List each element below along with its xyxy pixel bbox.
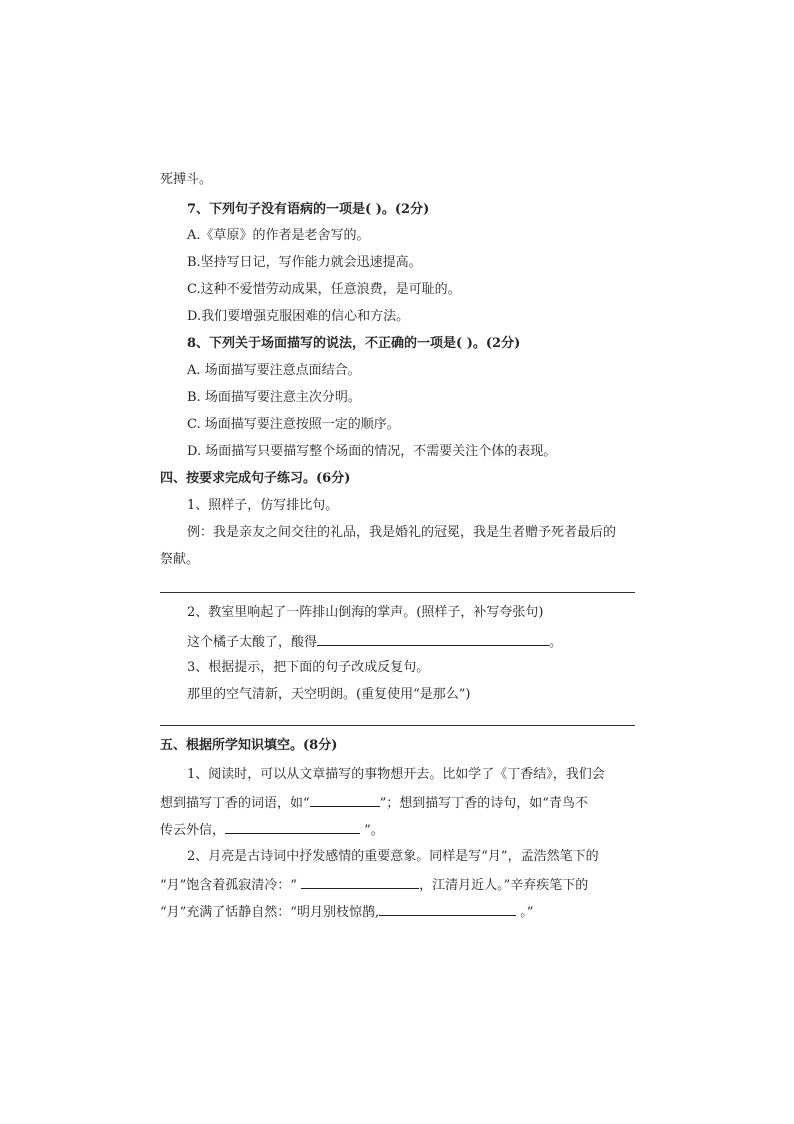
s4-q2-prompt-end: 。 [549,635,563,650]
q8-option-b: B. 场面描写要注意主次分明。 [187,390,361,405]
s4-q2: 2、教室里响起了一阵排山倒海的掌声。(照样子，补写夸张句) [187,605,544,620]
s5-q2-line3-start: “月”充满了恬静自然：“明月别枝惊鹊, [160,905,380,920]
s4-q2-prompt [187,631,562,653]
s5-q2-line2-end: ，江清月近人。”辛弃疾笔下的 [419,878,589,893]
q7-option-a: A.《草原》的作者是老舍写的。 [187,228,370,243]
s4-q1-example-line1: 例：我是亲友之间交往的礼品，我是婚礼的冠冕，我是生者赠予死者最后的 [187,525,617,540]
s4-q1-example-line2: 祭献。 [160,552,200,567]
answer-line-1[interactable] [160,592,635,593]
s5-q2-line1: 2、月亮是古诗词中抒发感情的重要意象。同样是写“月”，孟浩然笔下的 [187,849,599,864]
q7-option-d: D.我们要增强克服困难的信心和方法。 [187,309,410,324]
q8-option-d: D. 场面描写只要描写整个场面的情况，不需要关注个体的表现。 [187,444,557,459]
s4-q2-prompt-start: 这个橘子太酸了，酸得 [187,635,318,650]
blank-s5-q2-xin[interactable] [379,901,516,916]
s5-q1-line2-start: 想到描写丁香的词语，如“ [160,796,310,811]
s4-q3: 3、根据提示，把下面的句子改成反复句。 [187,660,430,675]
s5-q2-line3 [160,901,533,923]
s5-q1-line3 [160,819,384,841]
section-4-heading: 四、按要求完成句子练习。(6分) [160,471,351,486]
s5-q2-line2 [160,874,588,896]
s4-q1: 1、照样子，仿写排比句。 [187,498,339,513]
blank-s5-q1-poem[interactable] [225,819,360,834]
q8-option-c: C. 场面描写要注意按照一定的顺序。 [187,417,400,432]
blank-s5-q1-words[interactable] [310,792,380,807]
blank-s5-q2-meng[interactable] [301,874,419,889]
question-8: 8、下列关于场面描写的说法，不正确的一项是( )。(2分) [187,336,521,351]
answer-line-2[interactable] [160,725,635,726]
s5-q2-line2-start: “月”饱含着孤寂清冷：“ [160,878,302,893]
q8-option-a: A. 场面描写要注意点面结合。 [187,363,361,378]
question-7: 7、下列句子没有语病的一项是( )。(2分) [187,202,430,217]
q7-option-c: C.这种不爱惜劳动成果，任意浪费，是可耻的。 [187,282,461,297]
blank-s4-q2[interactable] [317,631,549,646]
s5-q2-line3-end: 。” [516,905,534,920]
continued-text: 死搏斗。 [160,172,213,187]
s5-q1-line2 [160,792,588,814]
s5-q1-line1: 1、阅读时，可以从文章描写的事物想开去。比如学了《丁香结》，我们会 [187,767,605,782]
section-5-heading: 五、根据所学知识填空。(8分) [160,738,338,753]
s5-q1-line3-start: 传云外信， [160,823,226,838]
s5-q1-line2-end: ”；想到描写丁香的诗句，如“青鸟不 [379,796,588,811]
q7-option-b: B.坚持写日记，写作能力就会迅速提高。 [187,255,422,270]
s5-q1-line3-end: ”。 [360,823,384,838]
s4-q3-sentence: 那里的空气清新，天空明朗。(重复使用“是那么”) [187,687,471,702]
